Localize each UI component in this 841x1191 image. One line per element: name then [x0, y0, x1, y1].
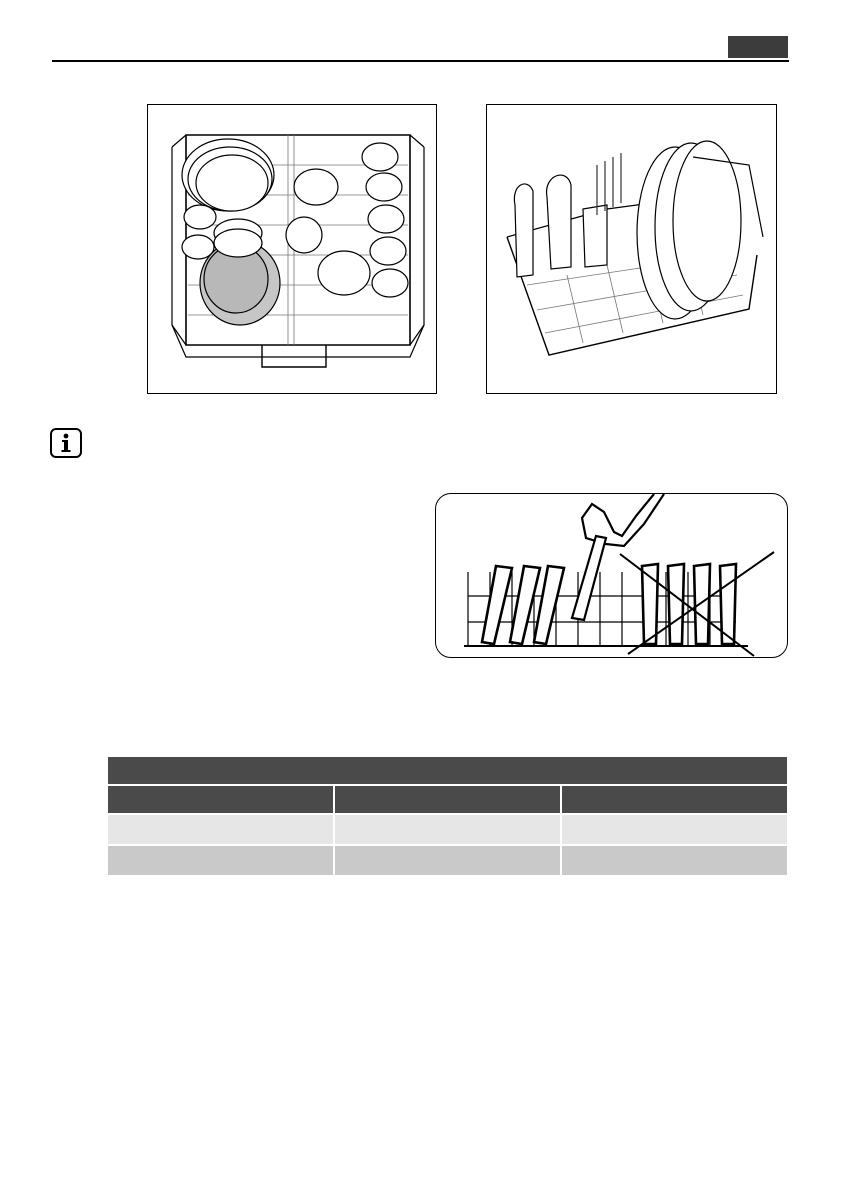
- upper-basket-side-view-illustration: [487, 105, 776, 393]
- knife-loading-illustration: [436, 494, 787, 657]
- table-cell: [562, 846, 787, 875]
- upper-basket-top-view-illustration: [148, 105, 436, 393]
- table-header-cell: [562, 786, 787, 813]
- table-row: [108, 846, 787, 875]
- table-cell: [335, 815, 560, 844]
- upper-basket-top-view-figure: [147, 104, 437, 394]
- table-title-bar: [108, 757, 787, 784]
- table-header-cell: [335, 786, 560, 813]
- table-cell: [108, 815, 333, 844]
- table-cell: [562, 815, 787, 844]
- info-icon: [50, 428, 82, 458]
- language-tab: [728, 36, 788, 58]
- upper-basket-side-view-figure: [486, 104, 777, 394]
- table-cell: [335, 846, 560, 875]
- table-row: [108, 815, 787, 844]
- header-rule: [52, 60, 789, 62]
- table-header-row: [108, 786, 787, 813]
- table-header-cell: [108, 786, 333, 813]
- table-cell: [108, 846, 333, 875]
- knife-loading-figure: [435, 493, 788, 658]
